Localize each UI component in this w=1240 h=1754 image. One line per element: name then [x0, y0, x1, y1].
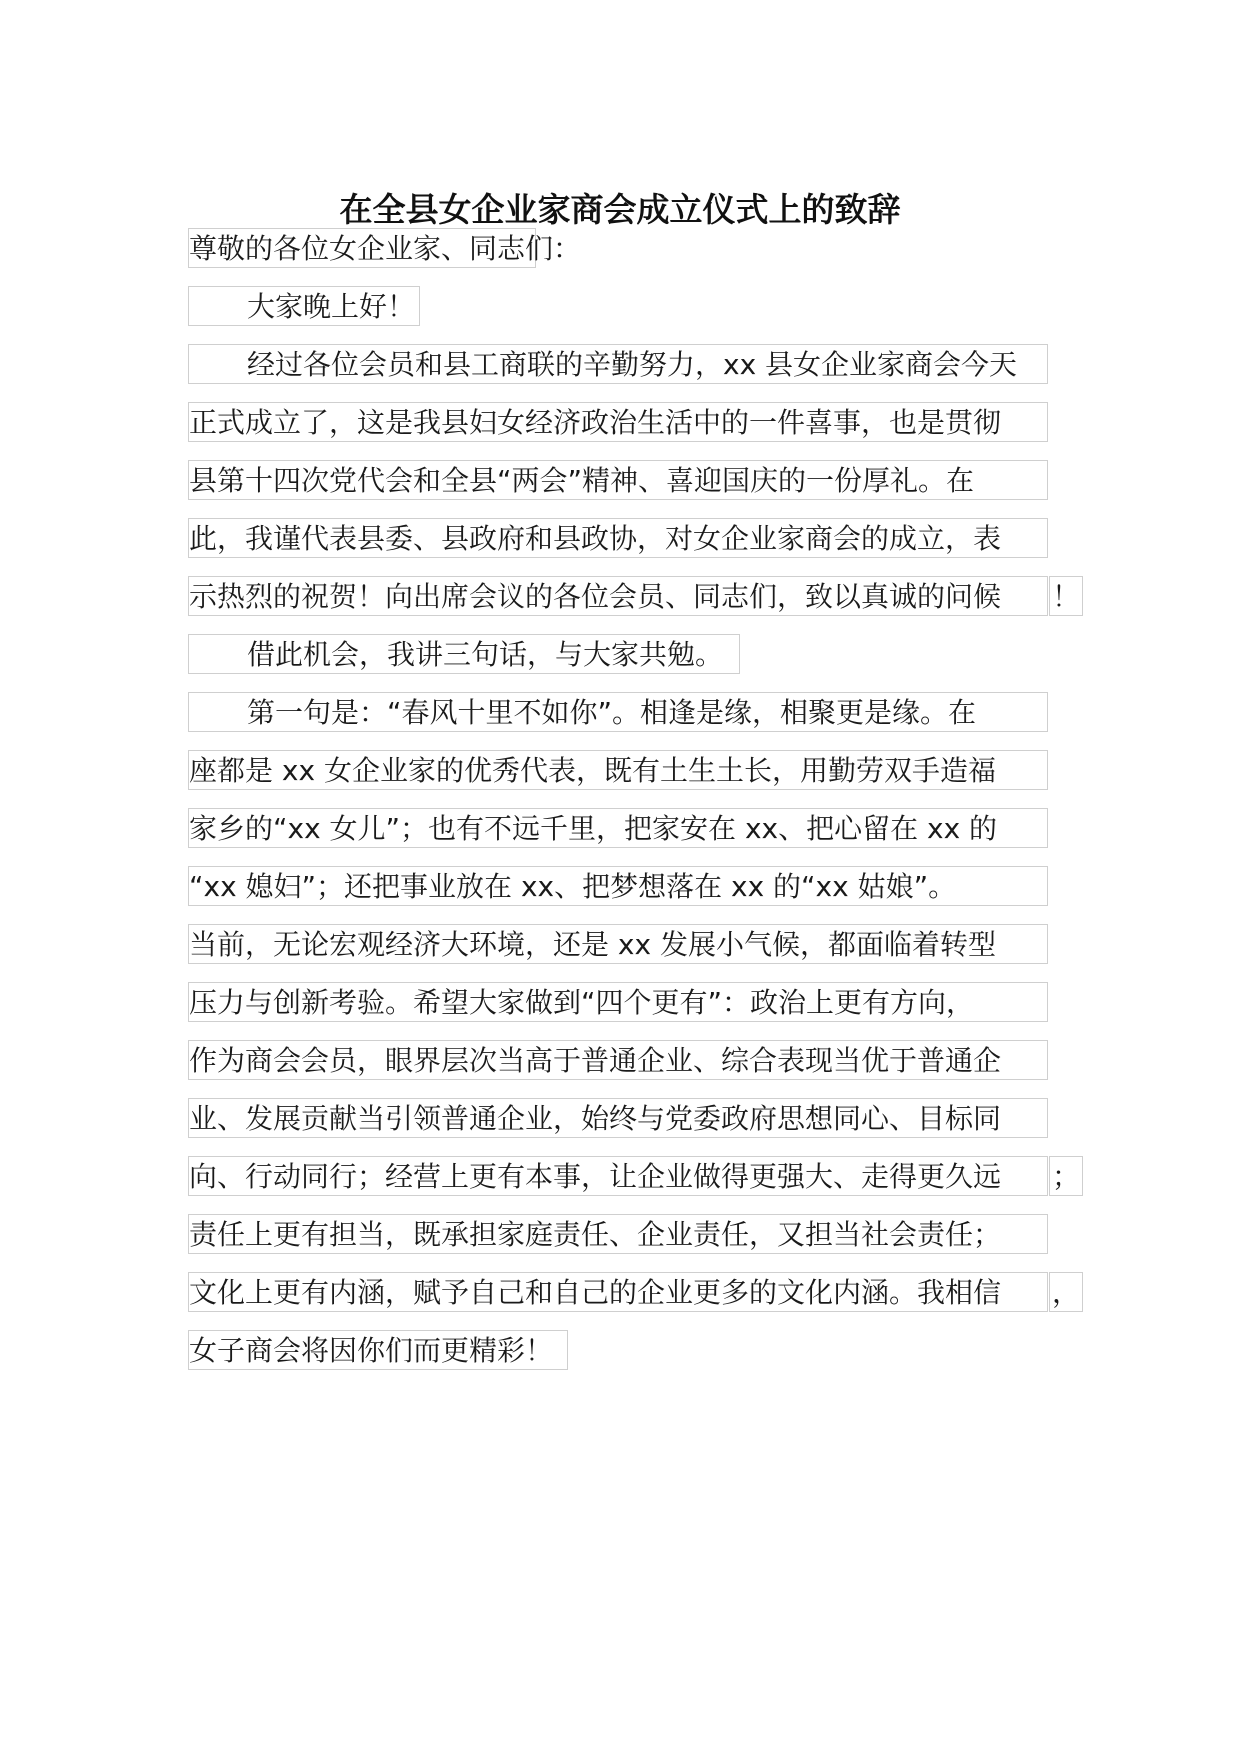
text-line-content: 示热烈的祝贺！向出席会议的各位会员、同志们，致以真诚的问候: [189, 580, 1002, 613]
text-line: [188, 1156, 1080, 1196]
text-line: 业、发展贡献当引领普通企业，始终与党委政府思想同心、目标同: [188, 1098, 1048, 1138]
text-line: 经过各位会员和县工商联的辛勤努力，xx 县女企业家商会今天: [188, 344, 1048, 384]
text-line: 尊敬的各位女企业家、同志们：: [188, 228, 536, 268]
text-line: 作为商会会员，眼界层次当高于普通企业、综合表现当优于普通企: [188, 1040, 1048, 1080]
text-line: 当前，无论宏观经济大环境，还是 xx 发展小气候，都面临着转型: [188, 924, 1048, 964]
text-line: 责任上更有担当，既承担家庭责任、企业责任，又担当社会责任；: [188, 1214, 1048, 1254]
overflow-punctuation: ！: [1049, 576, 1083, 616]
text-line: [188, 1272, 1080, 1312]
text-line: 女子商会将因你们而更精彩！: [188, 1330, 568, 1370]
text-line: 县第十四次党代会和全县“两会”精神、喜迎国庆的一份厚礼。在: [188, 460, 1048, 500]
document-title: 在全县女企业家商会成立仪式上的致辞: [339, 190, 901, 229]
text-line: 此，我谨代表县委、县政府和县政协，对女企业家商会的成立，表: [188, 518, 1048, 558]
text-line: 大家晚上好！: [188, 286, 420, 326]
text-line-content: 向、行动同行；经营上更有本事，让企业做得更强大、走得更久远: [189, 1160, 1002, 1193]
text-line: 正式成立了，这是我县妇女经济政治生活中的一件喜事，也是贯彻: [188, 402, 1048, 442]
text-line: 座都是 xx 女企业家的优秀代表，既有土生土长，用勤劳双手造福: [188, 750, 1048, 790]
overflow-punctuation: ，: [1049, 1272, 1083, 1312]
text-line: 家乡的“xx 女儿”；也有不远千里，把家安在 xx、把心留在 xx 的: [188, 808, 1048, 848]
text-line: 第一句是：“春风十里不如你”。相逢是缘，相聚更是缘。在: [188, 692, 1048, 732]
overflow-punctuation: ；: [1049, 1156, 1083, 1196]
text-line: “xx 媳妇”；还把事业放在 xx、把梦想落在 xx 的“xx 姑娘”。: [188, 866, 1048, 906]
text-line-content: 文化上更有内涵，赋予自己和自己的企业更多的文化内涵。我相信: [189, 1276, 1002, 1309]
text-line: 借此机会，我讲三句话，与大家共勉。: [188, 634, 740, 674]
text-line: 压力与创新考验。希望大家做到“四个更有”：政治上更有方向，: [188, 982, 1048, 1022]
text-line: [188, 576, 1080, 616]
